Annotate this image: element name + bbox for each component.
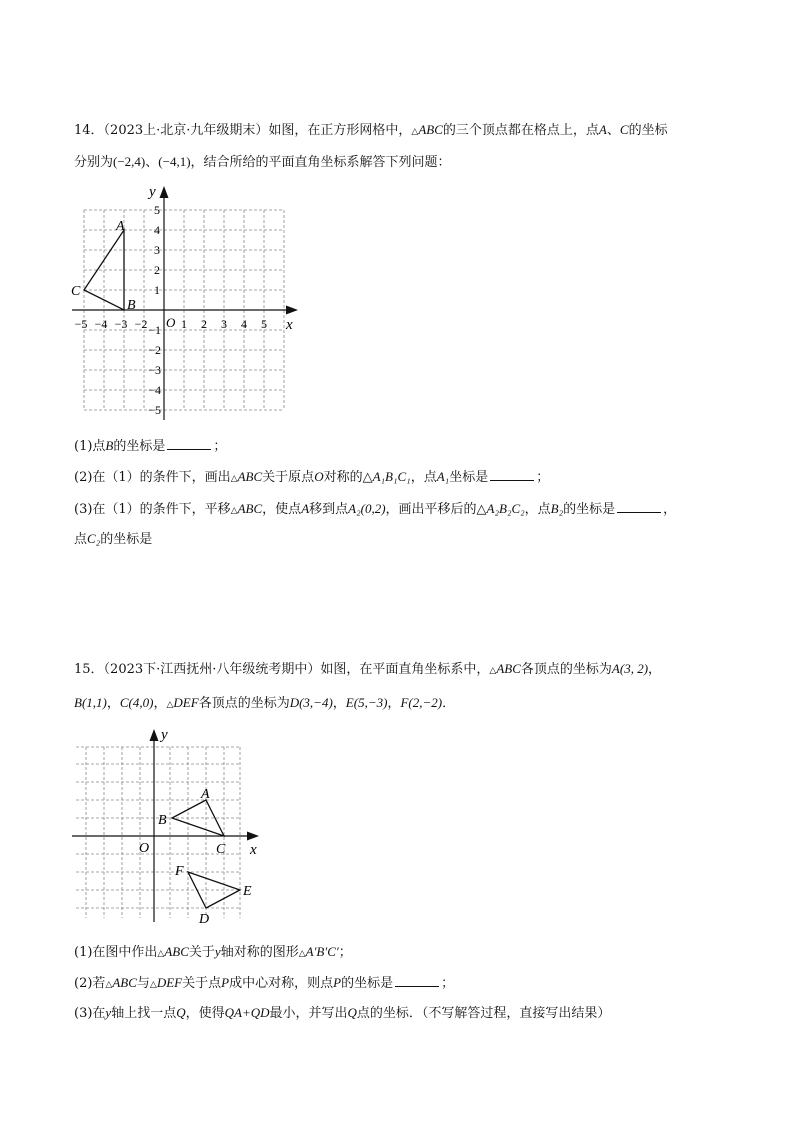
q14-x-tick: −5 [74,317,88,331]
q14-y-tick: 3 [154,243,160,257]
q15-sub1: (1)在图中作出△ABC关于y轴对称的图形△A′B′C′； [74,944,352,960]
q14-coord-c: (−4,1) [158,154,191,169]
q14-y-tick: 5 [154,203,160,217]
q15-sub2: (2)若△ABC与△DEF关于点P成中心对称，则点P的坐标是 ； [74,975,455,991]
q15-y-arrow [150,729,159,741]
q14-x-tick: −2 [134,317,148,331]
q15-vertex-f-label: F [175,864,184,879]
q14-y-tick: 1 [154,283,160,297]
q14-y-tick: −3 [148,363,161,377]
q15-x-axis-label: x [250,842,257,858]
q15-axes [72,738,250,922]
q14-number: 14． [74,123,104,138]
q15-x-arrow [247,832,259,841]
q14-y-tick: −2 [148,343,161,357]
q15-vertex-d-label: D [199,912,210,927]
q15-origin-label: O [139,841,150,856]
q14-y-tick: −1 [148,323,161,337]
q14-source: （2023上·北京·九年级期末） [103,123,269,138]
q14-y-tick: 2 [154,263,160,277]
q14-stem-line2: 分别为(−2,4)、(−4,1)，结合所给的平面直角坐标系解答下列问题： [74,154,451,170]
answer-blank[interactable] [490,468,534,481]
q14-x-tick: 3 [221,317,227,331]
answer-blank[interactable] [395,974,439,987]
q15-vertex-c-label: C [216,842,226,857]
q14-y-arrow [160,186,169,198]
q14-sub2: (2)在（1）的条件下，画出△ABC关于原点O对称的△A₁B₁C₁，点A₁坐标是 ； [74,469,550,485]
q14-x-axis-label: x [286,317,293,333]
q14-y-axis-label: y [149,184,156,200]
q14-figure [64,180,304,420]
q14-y-tick: −4 [148,383,161,397]
q14-x-tick: 2 [201,317,207,331]
q14-vertex-a-label: A [116,219,125,234]
q15-figure [68,722,268,932]
q14-origin-label: O [166,315,176,330]
q14-vertex-c-label: C [71,284,81,299]
q14-y-tick: 4 [154,223,160,237]
q15-vertex-b-label: B [158,813,167,828]
q15-stem-line2: B(1,1)，C(4,0)，△DEF各顶点的坐标为D(3,−4)，E(5,−3)，F(2,−2)． [74,695,456,711]
q14-x-tick: −3 [114,317,128,331]
q14-x-tick: −4 [94,317,108,331]
q14-stem-line1: 14．（2023上·北京·九年级期末）如图，在正方形网格中，△ABC的三个顶点都在格点上，点A、C的坐标 [74,122,668,138]
answer-blank[interactable] [167,437,211,450]
q15-source: （2023下·江西抚州·八年级统考期中） [103,662,321,677]
q14-x-arrow [286,306,298,315]
q14-sub3-cont: 点C₂的坐标是 [74,531,153,547]
answer-blank[interactable] [617,500,661,513]
q14-axes [72,194,290,420]
q15-vertex-a-label: A [201,787,210,802]
q14-y-tick: −5 [148,403,161,417]
q15-number: 15． [74,662,104,677]
q15-y-axis-label: y [161,727,168,743]
q15-stem-line1: 15．（2023下·江西抚州·八年级统考期中）如图，在平面直角坐标系中，△ABC各顶点的坐标为A(3, 2)， [74,661,662,677]
q14-vertex-b-label: B [127,298,136,313]
q14-coord-a: (−2,4) [113,154,146,169]
q14-x-tick: 1 [181,317,187,331]
q14-sub3: (3)在（1）的条件下，平移△ABC，使点A移到点A₂(0,2)，画出平移后的△A₂B₂C₂，点B₂的坐标是 ， [74,501,677,517]
q14-x-tick: 4 [241,317,247,331]
q15-vertex-e-label: E [243,884,252,899]
q14-x-tick: 5 [261,317,267,331]
q14-sub1: (1)点B的坐标是 ； [74,438,227,454]
q15-sub3: (3)在y轴上找一点Q，使得QA+QD最小，并写出Q点的坐标．（不写解答过程，直接写出结果） [74,1005,611,1021]
